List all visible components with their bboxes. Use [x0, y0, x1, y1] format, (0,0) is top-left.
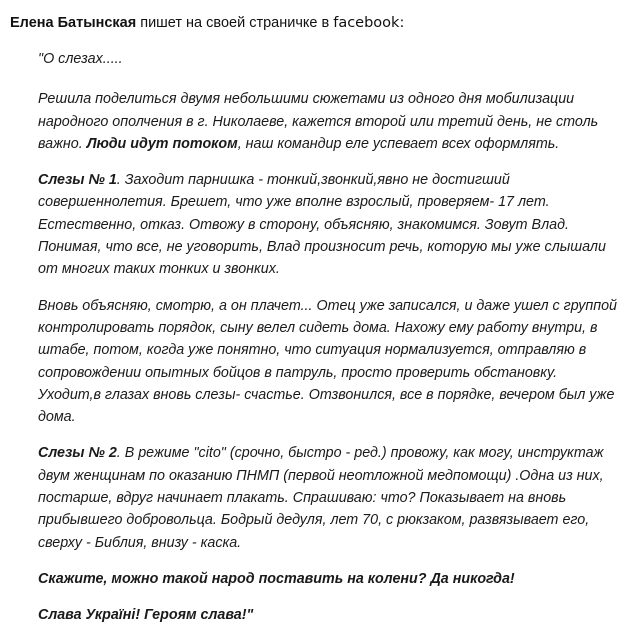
- emphasis-text: Скажите, можно такой народ поставить на колени? Да никогда!: [38, 570, 515, 587]
- post-paragraph-slogan: [38, 604, 618, 626]
- body-text: Вновь объясняю, смотрю, а он плачет... Отец уже записался, и даже ушел с группой контролировать порядок, сыну велел сидеть дома. Нахожу ему работу внутри, в штабе, потом, когда уже понятно, что ситуация нормализуется, отправляю в сопровождении опытных бойцов в патруль, просто проверить обстановку. Уходит,в глазах вновь слезы- счастье. Отзвонился, все в порядке, вечером был уже дома.: [38, 297, 617, 426]
- body-text: "О слезах.....: [38, 51, 123, 67]
- post-paragraph-opening: [38, 48, 618, 70]
- emphasis-text: Слезы № 2: [38, 445, 117, 462]
- body-text: . В режиме "cito" (срочно, быстро - ред.) провожу, как могу, инструктаж двум женщинам по оказанию ПНМП (первой неотложной медпомощи) .Одна из них, постарше, вдруг начинает плакать. Спрашиваю: что? Показывает на вновь прибывшего добровольца. Бодрый дедуля, лет 70, с рюкзаком, развязывает его, сверху - Библия, внизу - каска.: [38, 445, 604, 551]
- post-paragraph-tears-1-cont: [38, 295, 618, 429]
- post-paragraph-intro: [38, 88, 618, 155]
- post-header-lead-text: пишет на своей страничке в: [136, 15, 334, 31]
- post-author-name: Елена Батынская: [10, 15, 137, 31]
- emphasis-text: Люди идут потоком: [86, 135, 238, 152]
- emphasis-text: Слезы № 1: [38, 172, 117, 189]
- post-paragraph-tears-2: [38, 442, 618, 553]
- post-paragraph-rhetorical: [38, 568, 618, 590]
- post-paragraph-tears-1: [38, 169, 618, 280]
- body-text: Решила поделиться двумя небольшими сюжетами из одного дня мобилизации народного ополчения в г. Николаеве, кажется второй или третий день, не столь важно.: [38, 91, 599, 152]
- post-quote-body: [38, 48, 618, 627]
- body-text: , наш командир еле успевает всех оформлять.: [237, 135, 560, 152]
- post-source-network: facebook:: [333, 15, 405, 31]
- emphasis-text: Слава Україні! Героям слава!": [38, 607, 254, 624]
- post-header: [10, 14, 404, 32]
- body-text: . Заходит парнишка - тонкий,звонкий,явно не достигший совершеннолетия. Брешет, что уже вполне взрослый, проверяем- 17 лет. Естественно, отказ. Отвожу в сторону, объясняю, знакомимся. Зовут Влад. Понимая, что все, не уговорить, Влад произносит речь, которую мы уже слышали от многих таких тонких и звонких.: [38, 172, 606, 278]
